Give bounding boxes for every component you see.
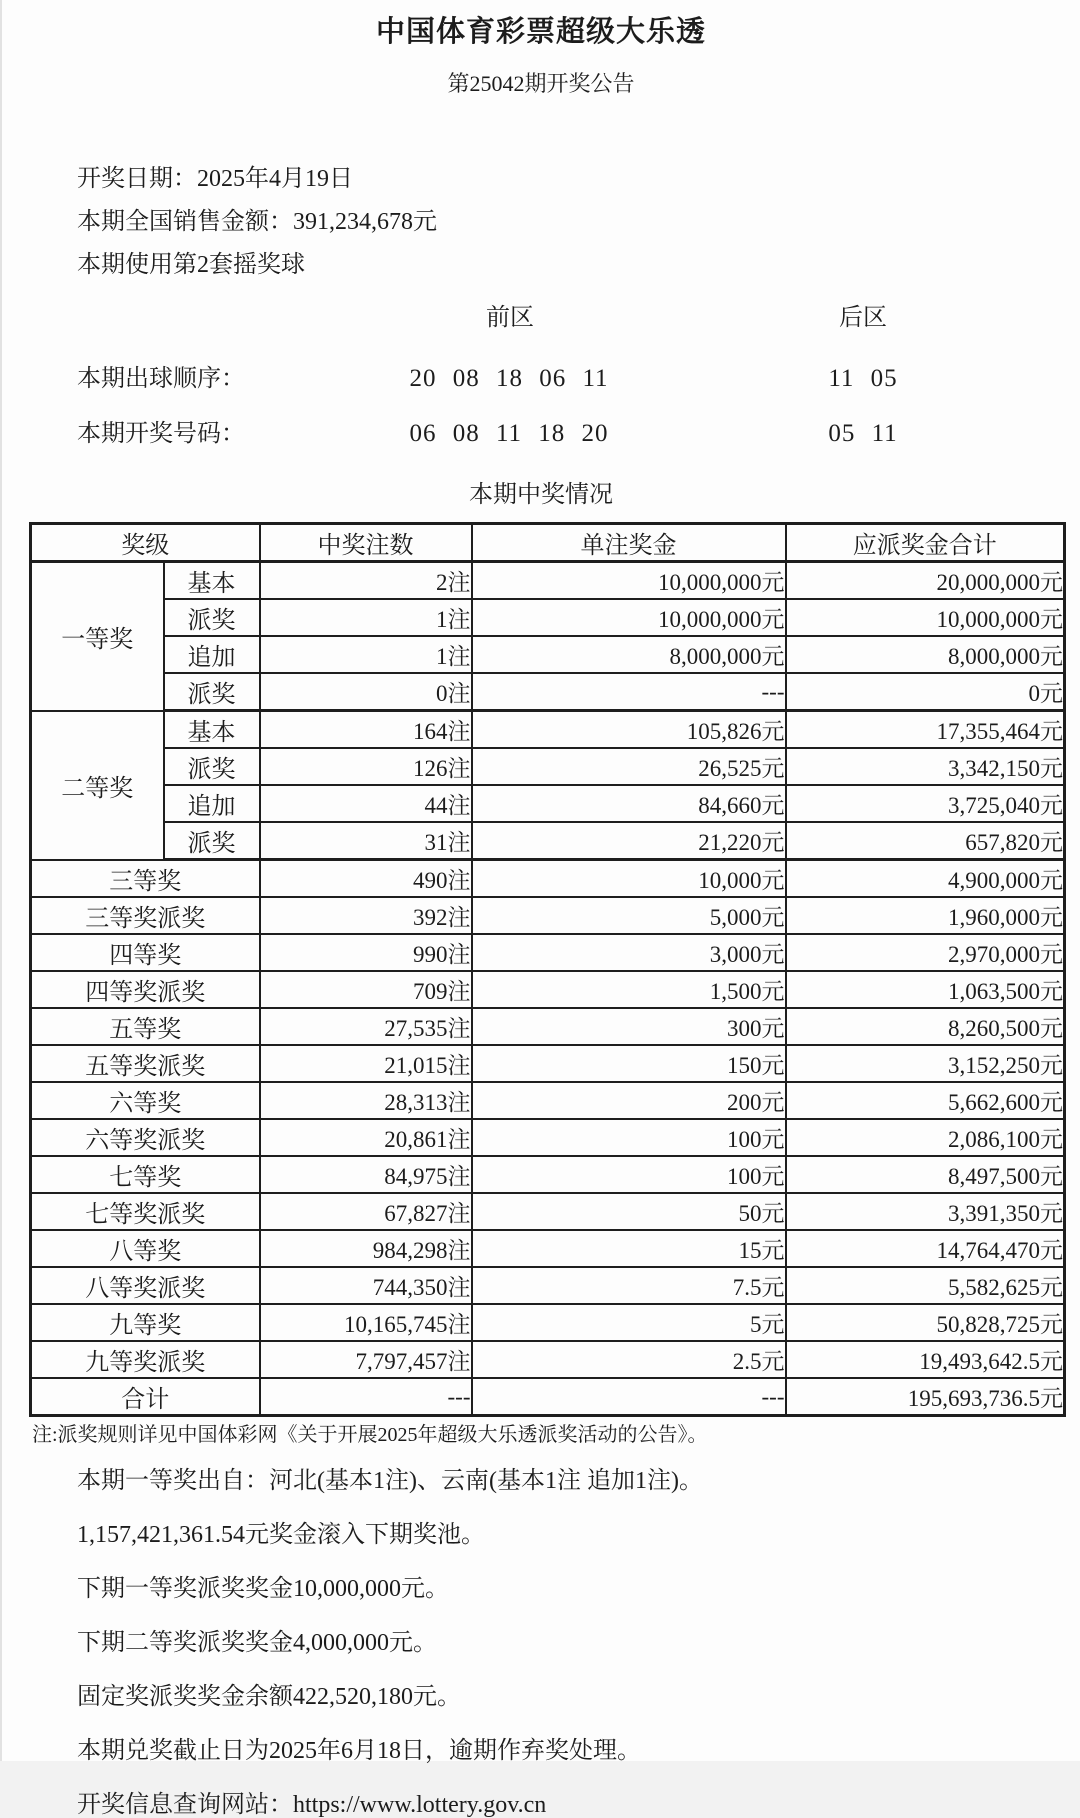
winner-count-cell: 164注 xyxy=(260,711,472,749)
table-row xyxy=(31,1045,1065,1082)
table-row xyxy=(31,1304,1065,1341)
winner-count-cell: 10,165,745注 xyxy=(260,1304,472,1341)
total-payout-cell: 5,582,625元 xyxy=(786,1267,1065,1304)
single-prize-cell: 5元 xyxy=(472,1304,786,1341)
total-payout-cell: 2,970,000元 xyxy=(786,934,1065,971)
prize-level-cell: 五等奖派奖 xyxy=(31,1045,260,1082)
table-row xyxy=(31,1193,1065,1230)
single-prize-cell: --- xyxy=(472,1378,786,1416)
col-header-total-payout: 应派奖金合计 xyxy=(786,524,1065,562)
prize-level-cell: 八等奖 xyxy=(31,1230,260,1267)
single-prize-cell: 10,000,000元 xyxy=(472,562,786,600)
table-row xyxy=(31,562,1065,600)
total-payout-cell: 4,900,000元 xyxy=(786,860,1065,898)
back-zone-label: 后区 xyxy=(839,305,887,331)
first-prize-origin-line: 本期一等奖出自：河北(基本1注)、云南(基本1注 追加1注)。 xyxy=(77,1468,703,1494)
winner-count-cell: 1注 xyxy=(260,599,472,636)
winner-count-cell: 392注 xyxy=(260,897,472,934)
single-prize-cell: 105,826元 xyxy=(472,711,786,749)
winning-back-numbers: 05 11 xyxy=(828,420,898,447)
single-prize-cell: --- xyxy=(472,673,786,711)
total-payout-cell: 50,828,725元 xyxy=(786,1304,1065,1341)
prize-level-cell: 合计 xyxy=(31,1378,260,1416)
prize-level-cell: 一等奖 xyxy=(31,562,164,711)
table-total-row xyxy=(31,1378,1065,1416)
single-prize-cell: 21,220元 xyxy=(472,822,786,860)
prize-sublevel-cell: 基本 xyxy=(164,562,260,600)
total-payout-cell: 20,000,000元 xyxy=(786,562,1065,600)
winner-count-cell: 709注 xyxy=(260,971,472,1008)
winner-count-cell: 21,015注 xyxy=(260,1045,472,1082)
winning-numbers-label: 本期开奖号码： xyxy=(77,421,245,447)
prize-sublevel-cell: 追加 xyxy=(164,785,260,822)
total-payout-cell: 19,493,642.5元 xyxy=(786,1341,1065,1378)
prize-level-cell: 三等奖 xyxy=(31,860,260,898)
prize-level-cell: 六等奖 xyxy=(31,1082,260,1119)
winner-count-cell: 744,350注 xyxy=(260,1267,472,1304)
table-row xyxy=(31,1008,1065,1045)
next-first-prize-bonus-line: 下期一等奖派奖奖金10,000,000元。 xyxy=(77,1576,449,1602)
table-row xyxy=(31,673,1065,711)
sales-amount-line: 本期全国销售金额：391,234,678元 xyxy=(77,209,437,235)
prize-level-cell: 九等奖 xyxy=(31,1304,260,1341)
winner-count-cell: 28,313注 xyxy=(260,1082,472,1119)
winner-count-cell: 984,298注 xyxy=(260,1230,472,1267)
winner-count-cell: 0注 xyxy=(260,673,472,711)
winning-numbers-row xyxy=(2,421,1080,447)
single-prize-cell: 7.5元 xyxy=(472,1267,786,1304)
winning-front-numbers: 06 08 11 18 20 xyxy=(409,420,609,447)
prize-sublevel-cell: 派奖 xyxy=(164,673,260,711)
prize-level-cell: 四等奖 xyxy=(31,934,260,971)
table-row xyxy=(31,1267,1065,1304)
draw-sequence-label: 本期出球顺序： xyxy=(77,366,245,392)
single-prize-cell: 3,000元 xyxy=(472,934,786,971)
table-row xyxy=(31,785,1065,822)
table-row xyxy=(31,822,1065,860)
single-prize-cell: 100元 xyxy=(472,1156,786,1193)
table-header-row xyxy=(31,524,1065,562)
winner-count-cell: --- xyxy=(260,1378,472,1416)
total-payout-cell: 14,764,470元 xyxy=(786,1230,1065,1267)
prize-sublevel-cell: 基本 xyxy=(164,711,260,749)
claim-deadline-line: 本期兑奖截止日为2025年6月18日，逾期作弃奖处理。 xyxy=(77,1738,641,1764)
winner-count-cell: 490注 xyxy=(260,860,472,898)
table-row xyxy=(31,1119,1065,1156)
winner-count-cell: 67,827注 xyxy=(260,1193,472,1230)
table-row xyxy=(31,711,1065,749)
total-payout-cell: 657,820元 xyxy=(786,822,1065,860)
prize-level-cell: 五等奖 xyxy=(31,1008,260,1045)
total-payout-cell: 3,391,350元 xyxy=(786,1193,1065,1230)
table-row xyxy=(31,971,1065,1008)
single-prize-cell: 8,000,000元 xyxy=(472,636,786,673)
winner-count-cell: 44注 xyxy=(260,785,472,822)
total-payout-cell: 8,497,500元 xyxy=(786,1156,1065,1193)
prize-sublevel-cell: 派奖 xyxy=(164,822,260,860)
total-payout-cell: 195,693,736.5元 xyxy=(786,1378,1065,1416)
total-payout-cell: 0元 xyxy=(786,673,1065,711)
prize-level-cell: 七等奖 xyxy=(31,1156,260,1193)
table-row xyxy=(31,1230,1065,1267)
single-prize-cell: 84,660元 xyxy=(472,785,786,822)
total-payout-cell: 8,260,500元 xyxy=(786,1008,1065,1045)
table-row xyxy=(31,599,1065,636)
table-row xyxy=(31,1082,1065,1119)
front-zone-label: 前区 xyxy=(486,305,534,331)
total-payout-cell: 5,662,600元 xyxy=(786,1082,1065,1119)
draw-sequence-row xyxy=(2,366,1080,392)
prize-sublevel-cell: 派奖 xyxy=(164,748,260,785)
winner-count-cell: 27,535注 xyxy=(260,1008,472,1045)
table-row xyxy=(31,748,1065,785)
table-row xyxy=(31,934,1065,971)
winner-count-cell: 31注 xyxy=(260,822,472,860)
single-prize-cell: 150元 xyxy=(472,1045,786,1082)
total-payout-cell: 10,000,000元 xyxy=(786,599,1065,636)
lottery-website-line: 开奖信息查询网站：https://www.lottery.gov.cn xyxy=(77,1792,547,1818)
total-payout-cell: 3,725,040元 xyxy=(786,785,1065,822)
single-prize-cell: 200元 xyxy=(472,1082,786,1119)
single-prize-cell: 1,500元 xyxy=(472,971,786,1008)
ball-set-line: 本期使用第2套摇奖球 xyxy=(77,252,305,278)
table-row xyxy=(31,1156,1065,1193)
zone-header-row xyxy=(2,305,1080,331)
winner-count-cell: 990注 xyxy=(260,934,472,971)
total-payout-cell: 3,152,250元 xyxy=(786,1045,1065,1082)
prize-level-cell: 三等奖派奖 xyxy=(31,897,260,934)
rollover-jackpot-line: 1,157,421,361.54元奖金滚入下期奖池。 xyxy=(77,1522,485,1548)
table-row xyxy=(31,860,1065,898)
winner-count-cell: 84,975注 xyxy=(260,1156,472,1193)
prize-level-cell: 七等奖派奖 xyxy=(31,1193,260,1230)
issue-subtitle: 第25042期开奖公告 xyxy=(447,71,635,96)
single-prize-cell: 100元 xyxy=(472,1119,786,1156)
draw-date-line: 开奖日期：2025年4月19日 xyxy=(77,166,353,192)
winner-count-cell: 2注 xyxy=(260,562,472,600)
prize-level-cell: 六等奖派奖 xyxy=(31,1119,260,1156)
prize-level-cell: 八等奖派奖 xyxy=(31,1267,260,1304)
total-payout-cell: 1,063,500元 xyxy=(786,971,1065,1008)
single-prize-cell: 26,525元 xyxy=(472,748,786,785)
total-payout-cell: 2,086,100元 xyxy=(786,1119,1065,1156)
col-header-single-prize: 单注奖金 xyxy=(472,524,786,562)
single-prize-cell: 5,000元 xyxy=(472,897,786,934)
table-row xyxy=(31,1341,1065,1378)
draw-sequence-front-numbers: 20 08 18 06 11 xyxy=(409,365,609,392)
total-payout-cell: 17,355,464元 xyxy=(786,711,1065,749)
winner-count-cell: 126注 xyxy=(260,748,472,785)
total-payout-cell: 8,000,000元 xyxy=(786,636,1065,673)
prize-level-cell: 二等奖 xyxy=(31,711,164,860)
single-prize-cell: 300元 xyxy=(472,1008,786,1045)
col-header-prize-level: 奖级 xyxy=(31,524,260,562)
total-payout-cell: 1,960,000元 xyxy=(786,897,1065,934)
winner-count-cell: 7,797,457注 xyxy=(260,1341,472,1378)
page-title: 中国体育彩票超级大乐透 xyxy=(375,16,706,48)
table-note: 注:派奖规则详见中国体彩网《关于开展2025年超级大乐透派奖活动的公告》。 xyxy=(32,1424,708,1446)
winning-section-title: 本期中奖情况 xyxy=(469,482,613,508)
draw-sequence-back-numbers: 11 05 xyxy=(828,365,898,392)
single-prize-cell: 10,000元 xyxy=(472,860,786,898)
prize-level-cell: 四等奖派奖 xyxy=(31,971,260,1008)
table-row xyxy=(31,897,1065,934)
prize-sublevel-cell: 追加 xyxy=(164,636,260,673)
col-header-winner-count: 中奖注数 xyxy=(260,524,472,562)
next-second-prize-bonus-line: 下期二等奖派奖奖金4,000,000元。 xyxy=(77,1630,437,1656)
single-prize-cell: 10,000,000元 xyxy=(472,599,786,636)
winner-count-cell: 1注 xyxy=(260,636,472,673)
fixed-prize-bonus-balance-line: 固定奖派奖奖金余额422,520,180元。 xyxy=(77,1684,461,1710)
winner-count-cell: 20,861注 xyxy=(260,1119,472,1156)
prize-level-cell: 九等奖派奖 xyxy=(31,1341,260,1378)
table-row xyxy=(31,636,1065,673)
prize-sublevel-cell: 派奖 xyxy=(164,599,260,636)
single-prize-cell: 2.5元 xyxy=(472,1341,786,1378)
total-payout-cell: 3,342,150元 xyxy=(786,748,1065,785)
single-prize-cell: 50元 xyxy=(472,1193,786,1230)
single-prize-cell: 15元 xyxy=(472,1230,786,1267)
prize-table xyxy=(29,522,1066,1417)
